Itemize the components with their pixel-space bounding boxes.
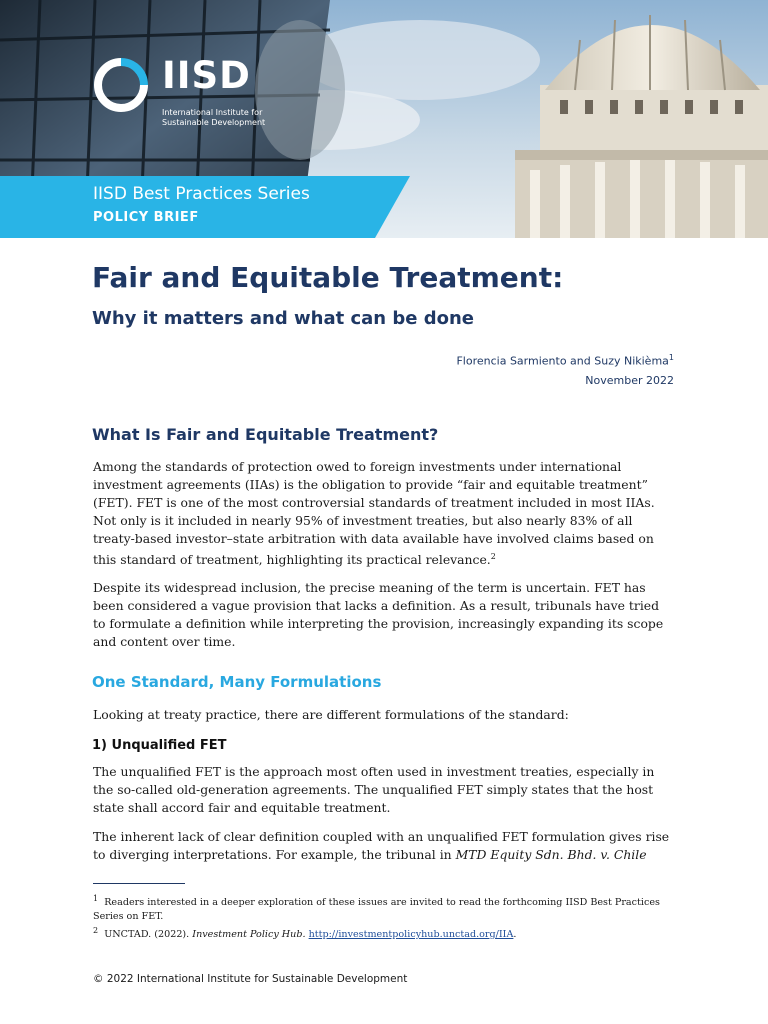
authors-names: Florencia Sarmiento and Suzy Nikièma — [456, 354, 669, 368]
footnote-suffix: . — [513, 929, 517, 941]
paragraph-text: Among the standards of protection owed to foreign investments under international investment agreements (IIAs) is the obligation to provide “fair and equitable treatment” (FET). FET is one of the most controversial standards of treatment included in most IIAs. Not only is it included in nearly 95% of investment treaties, but also nearly 83% of all treaty-based investor–state arbitration with data available have involved claims based on this standard of treatment, highlighting its practical relevance. — [93, 459, 655, 568]
footnote-text: Readers interested in a deeper exploration of these issues are invited to read the forthcoming IISD Best Practices Series on FET. — [93, 897, 660, 923]
footnote-source-title: Investment Policy Hub. — [192, 929, 306, 941]
authors — [456, 353, 674, 368]
footnote-ref-2[interactable]: 2 — [490, 552, 496, 562]
logo-wordmark: IISD — [162, 54, 251, 97]
footnote-2 — [93, 924, 673, 942]
subsection-heading-unqualified-fet: 1) Unqualified FET — [92, 738, 227, 753]
paragraph: Looking at treaty practice, there are different formulations of the standard: — [93, 707, 569, 722]
logo-subtitle-line1: International Institute for — [162, 108, 263, 117]
publication-date: November 2022 — [585, 374, 674, 387]
section-heading-formulations: One Standard, Many Formulations — [92, 673, 382, 691]
paragraph: Despite its widespread inclusion, the precise meaning of the term is uncertain. FET has been considered a vague provision that lacks a definition. As a result, tribunals have tried to formulate a definition while interpreting the provision, increasingly expanding its scope and content over time. — [93, 580, 664, 650]
page-subtitle: Why it matters and what can be done — [92, 308, 474, 329]
iisd-logo-icon — [92, 56, 150, 114]
footnote-divider — [93, 883, 185, 884]
logo-subtitle — [162, 108, 302, 128]
footnote-number: 2 — [93, 926, 99, 935]
footnote-text: UNCTAD. (2022). — [104, 929, 193, 941]
copyright: © 2022 International Institute for Sustainable Development — [93, 973, 408, 985]
footnote-number: 1 — [93, 894, 99, 903]
footnote-link[interactable]: http://investmentpolicyhub.unctad.org/IIA — [308, 929, 514, 941]
footnote-ref-1[interactable]: 1 — [668, 353, 674, 362]
logo-subtitle-line2: Sustainable Development — [162, 118, 266, 127]
section-heading-fet: What Is Fair and Equitable Treatment? — [92, 425, 439, 444]
paragraph — [93, 828, 675, 864]
paragraph — [93, 458, 675, 570]
series-title: IISD Best Practices Series — [93, 184, 310, 204]
case-name: MTD Equity Sdn. Bhd. v. Chile — [455, 847, 647, 863]
footnote-1 — [93, 892, 673, 924]
paragraph-text: The inherent lack of clear definition coupled with an unqualified FET formulation gives rise to diverging interpretations. For example, the tribunal in — [93, 829, 670, 863]
series-type: POLICY BRIEF — [93, 210, 199, 225]
paragraph: The unqualified FET is the approach most often used in investment treaties, especially in the so-called old-generation agreements. The unqualified FET simply states that the host state shall accord fair and equitable treatment. — [93, 764, 655, 816]
page-title: Fair and Equitable Treatment: — [92, 261, 564, 294]
